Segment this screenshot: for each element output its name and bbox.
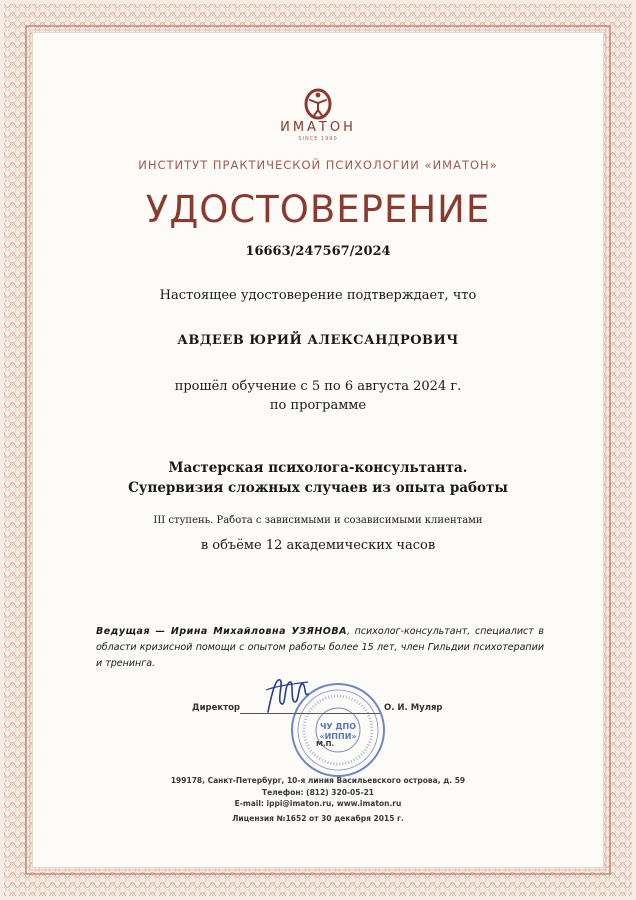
stamp-place-label: М.П.: [316, 740, 335, 748]
institute-name: ИНСТИТУТ ПРАКТИЧЕСКОЙ ПСИХОЛОГИИ «ИМАТОН»: [138, 158, 498, 172]
program-title: [0, 458, 636, 498]
dates-line: прошёл обучение с 5 по 6 августа 2024 г.: [174, 379, 462, 394]
director-name: О. И. Муляр: [384, 703, 443, 713]
program-line-1: Мастерская психолога-консультанта.: [168, 460, 468, 476]
footer-address: 199178, Санкт-Петербург, 10-я линия Васильевского острова, д. 59: [170, 776, 466, 785]
lead-label: Ведущая — Ирина Михайловна УЗЯНОВА: [96, 626, 347, 637]
imaton-logo-icon: [288, 86, 348, 122]
stamp-line-2: «ИППИ»: [319, 732, 357, 741]
footer-email: E-mail: ippi@imaton.ru, www.imaton.ru: [234, 799, 402, 808]
director-label: Директор: [192, 703, 240, 713]
certificate-number: 16663/247567/2024: [245, 244, 391, 259]
lead-instructor: [96, 624, 544, 672]
footer-phone: Телефон: (812) 320-05-21: [261, 788, 375, 797]
confirm-text: Настоящее удостоверение подтверждает, что: [159, 288, 477, 303]
program-volume: в объёме 12 академических часов: [200, 538, 436, 553]
stamp-line-1: ЧУ ДПО: [319, 722, 357, 731]
program-line-2: Супервизия сложных случаев из опыта работы: [128, 480, 508, 496]
director-signature-icon: [262, 672, 312, 720]
training-dates: [0, 377, 636, 415]
footer-license: Лицензия №1652 от 30 декабря 2015 г.: [232, 814, 404, 823]
program-stage: III ступень. Работа с зависимыми и созависимыми клиентами: [153, 515, 483, 526]
brand-since: SINCE 1990: [298, 136, 338, 142]
program-label: по программе: [269, 398, 367, 413]
recipient-name: АВДЕЕВ ЮРИЙ АЛЕКСАНДРОВИЧ: [177, 333, 459, 348]
certificate-title: УДОСТОВЕРЕНИЕ: [145, 188, 491, 231]
brand-name: ИМАТОН: [280, 120, 356, 135]
lead-description: , психолог-консультант, специалист в области кризисной помощи с опытом работы более 15 лет, член Гильдии психотерапии и тренинга.: [96, 626, 544, 669]
